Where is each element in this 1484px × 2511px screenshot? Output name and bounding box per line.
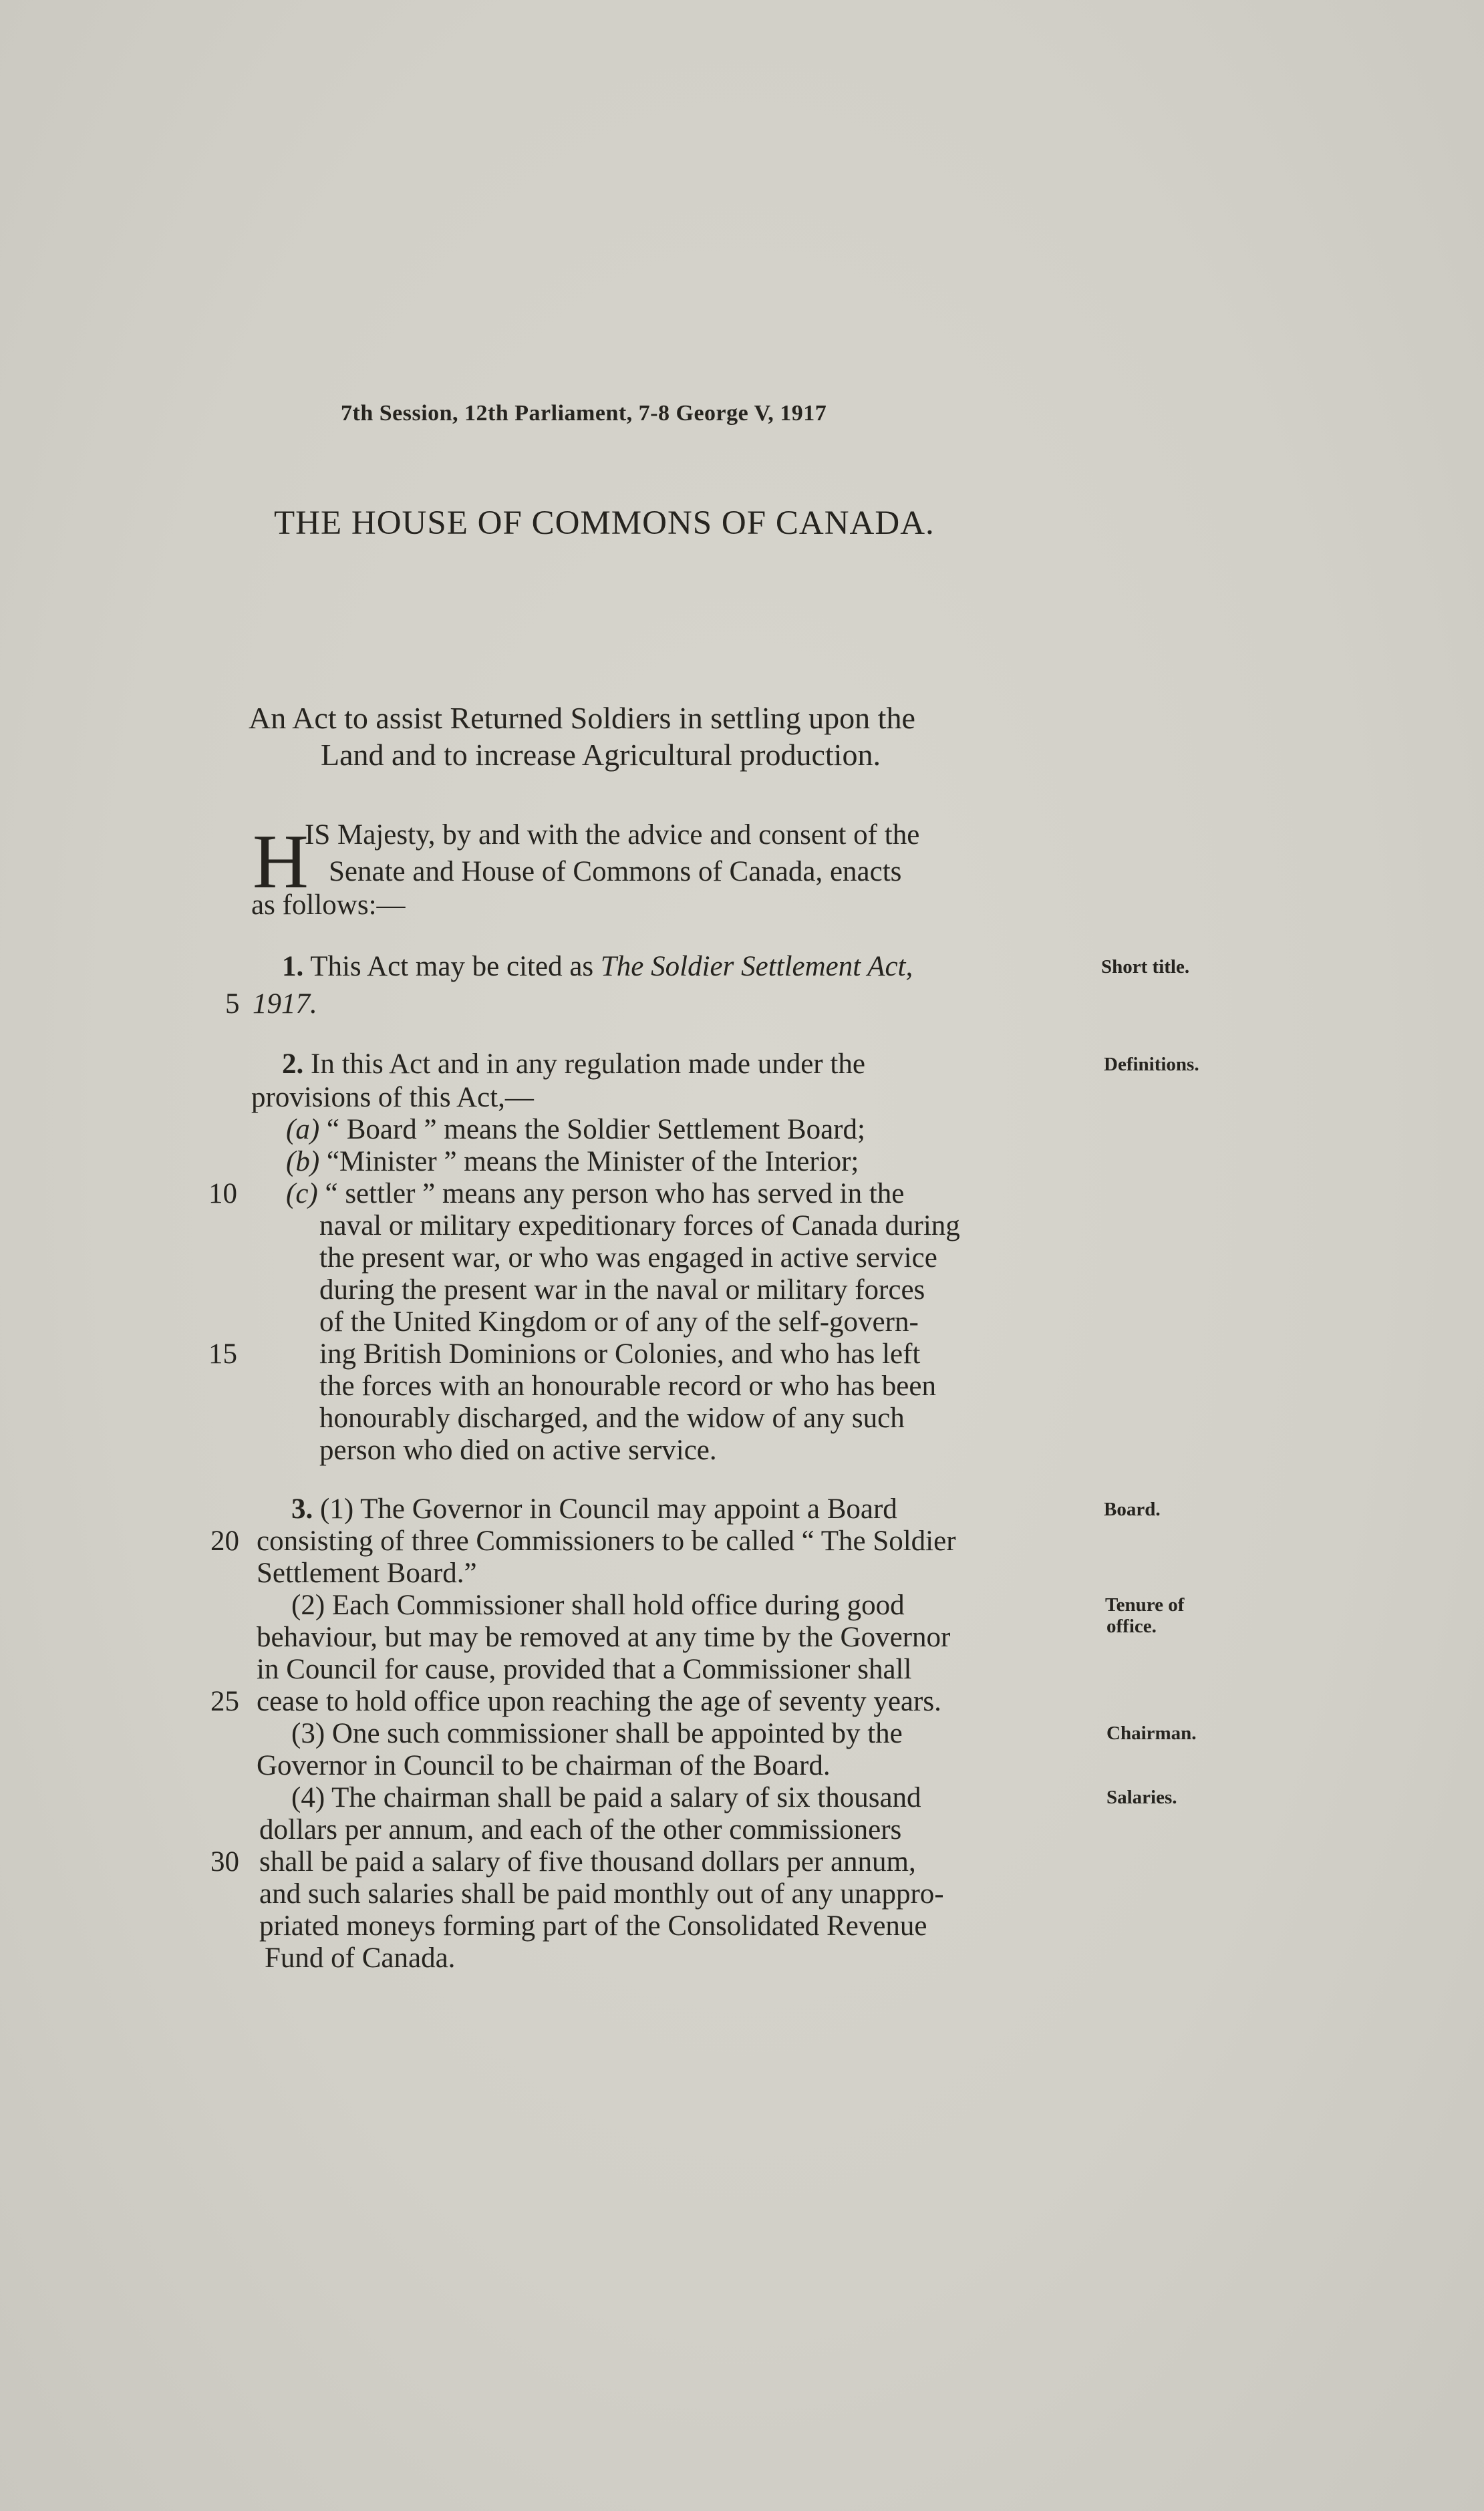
margin-note-board: Board. (1104, 1499, 1161, 1520)
section-3-p1-line-3: Settlement Board.” (257, 1558, 477, 1589)
definition-c-line-7: the forces with an honourable record or who has been (319, 1370, 936, 1402)
definition-a-text: “ Board ” means the Soldier Settlement Board; (319, 1114, 865, 1145)
house-heading: THE HOUSE OF COMMONS OF CANADA. (274, 504, 935, 542)
margin-note-definitions: Definitions. (1104, 1054, 1199, 1075)
section-2-number: 2. (282, 1048, 304, 1080)
line-number-30: 30 (210, 1846, 239, 1878)
definition-b-label: (b) (286, 1146, 320, 1177)
line-number-10: 10 (208, 1178, 237, 1209)
section-3-p4-line-2: dollars per annum, and each of the other commissioners (259, 1814, 902, 1845)
definition-b-text: “Minister ” means the Minister of the Interior; (319, 1146, 859, 1177)
line-number-5: 5 (225, 988, 240, 1020)
section-3-p3-line-1: (3) One such commissioner shall be appointed by the (291, 1718, 903, 1749)
session-line: 7th Session, 12th Parliament, 7-8 George V, 1917 (341, 401, 827, 426)
margin-note-tenure-line-1: Tenure of (1105, 1594, 1185, 1616)
act-title-line-2: Land and to increase Agricultural production. (321, 738, 881, 772)
section-3-number: 3. (291, 1493, 313, 1525)
definition-c-text: “ settler ” means any person who has served in the (317, 1178, 905, 1209)
margin-note-short-title: Short title. (1101, 956, 1190, 978)
preamble-line-3: as follows:— (251, 889, 406, 921)
definition-c-line-1 (286, 1177, 904, 1210)
section-3-p4-line-5: priated moneys forming part of the Consolidated Revenue (259, 1910, 927, 1942)
section-3-p4-line-4: and such salaries shall be paid monthly out of any unappro- (259, 1878, 944, 1910)
definition-c-line-9: person who died on active service. (319, 1435, 717, 1466)
section-3-p2-line-1: (2) Each Commissioner shall hold office during good (291, 1590, 905, 1621)
section-2-line-1 (282, 1048, 865, 1080)
definition-c-line-6: ing British Dominions or Colonies, and who has left (319, 1338, 921, 1370)
drop-cap: H (253, 819, 309, 905)
section-1-act-name: The Soldier Settlement Act, (600, 951, 913, 982)
line-number-20: 20 (210, 1525, 239, 1557)
section-3-p4-line-3: shall be paid a salary of five thousand dollars per annum, (259, 1846, 916, 1878)
section-3-p4-line-1: (4) The chairman shall be paid a salary of six thousand (291, 1782, 921, 1813)
margin-note-tenure-line-2: office. (1106, 1616, 1157, 1637)
line-number-15: 15 (208, 1338, 237, 1370)
section-3-p3-line-2: Governor in Council to be chairman of the Board. (257, 1750, 831, 1781)
section-2-line-2: provisions of this Act,— (251, 1082, 534, 1113)
definition-c-line-5: of the United Kingdom or of any of the self-govern- (319, 1306, 919, 1338)
section-3-p2-line-3: in Council for cause, provided that a Commissioner shall (257, 1654, 912, 1685)
section-3-line-1 (291, 1493, 897, 1525)
definition-c-line-2: naval or military expeditionary forces of Canada during (319, 1210, 960, 1241)
margin-note-salaries: Salaries. (1106, 1787, 1177, 1808)
margin-note-chairman: Chairman. (1106, 1723, 1197, 1744)
definition-a (286, 1113, 865, 1146)
section-3-p1-line-1: (1) The Governor in Council may appoint a Board (313, 1493, 897, 1525)
section-2-intro: In this Act and in any regulation made under the (303, 1048, 865, 1080)
section-1-number: 1. (282, 951, 304, 982)
section-1-line-1 (282, 950, 913, 983)
definition-b (286, 1145, 859, 1178)
section-1-line-2: 1917. (253, 988, 317, 1020)
section-1-text: This Act may be cited as (303, 951, 601, 982)
definition-c-line-3: the present war, or who was engaged in active service (319, 1242, 937, 1274)
act-title-line-1: An Act to assist Returned Soldiers in settling upon the (249, 701, 915, 735)
definition-a-label: (a) (286, 1114, 320, 1145)
section-3-p1-line-2: consisting of three Commissioners to be called “ The Soldier (257, 1525, 956, 1557)
preamble-line-1: IS Majesty, by and with the advice and consent of the (305, 819, 920, 851)
section-3-p4-line-6: Fund of Canada. (265, 1942, 456, 1974)
section-3-p2-line-4: cease to hold office upon reaching the age of seventy years. (257, 1686, 941, 1717)
definition-c-line-4: during the present war in the naval or military forces (319, 1274, 925, 1306)
definition-c-label: (c) (286, 1178, 318, 1209)
section-3-p2-line-2: behaviour, but may be removed at any time by the Governor (257, 1622, 951, 1653)
preamble-line-2: Senate and House of Commons of Canada, enacts (329, 856, 902, 887)
definition-c-line-8: honourably discharged, and the widow of any such (319, 1402, 905, 1434)
line-number-25: 25 (210, 1686, 239, 1717)
